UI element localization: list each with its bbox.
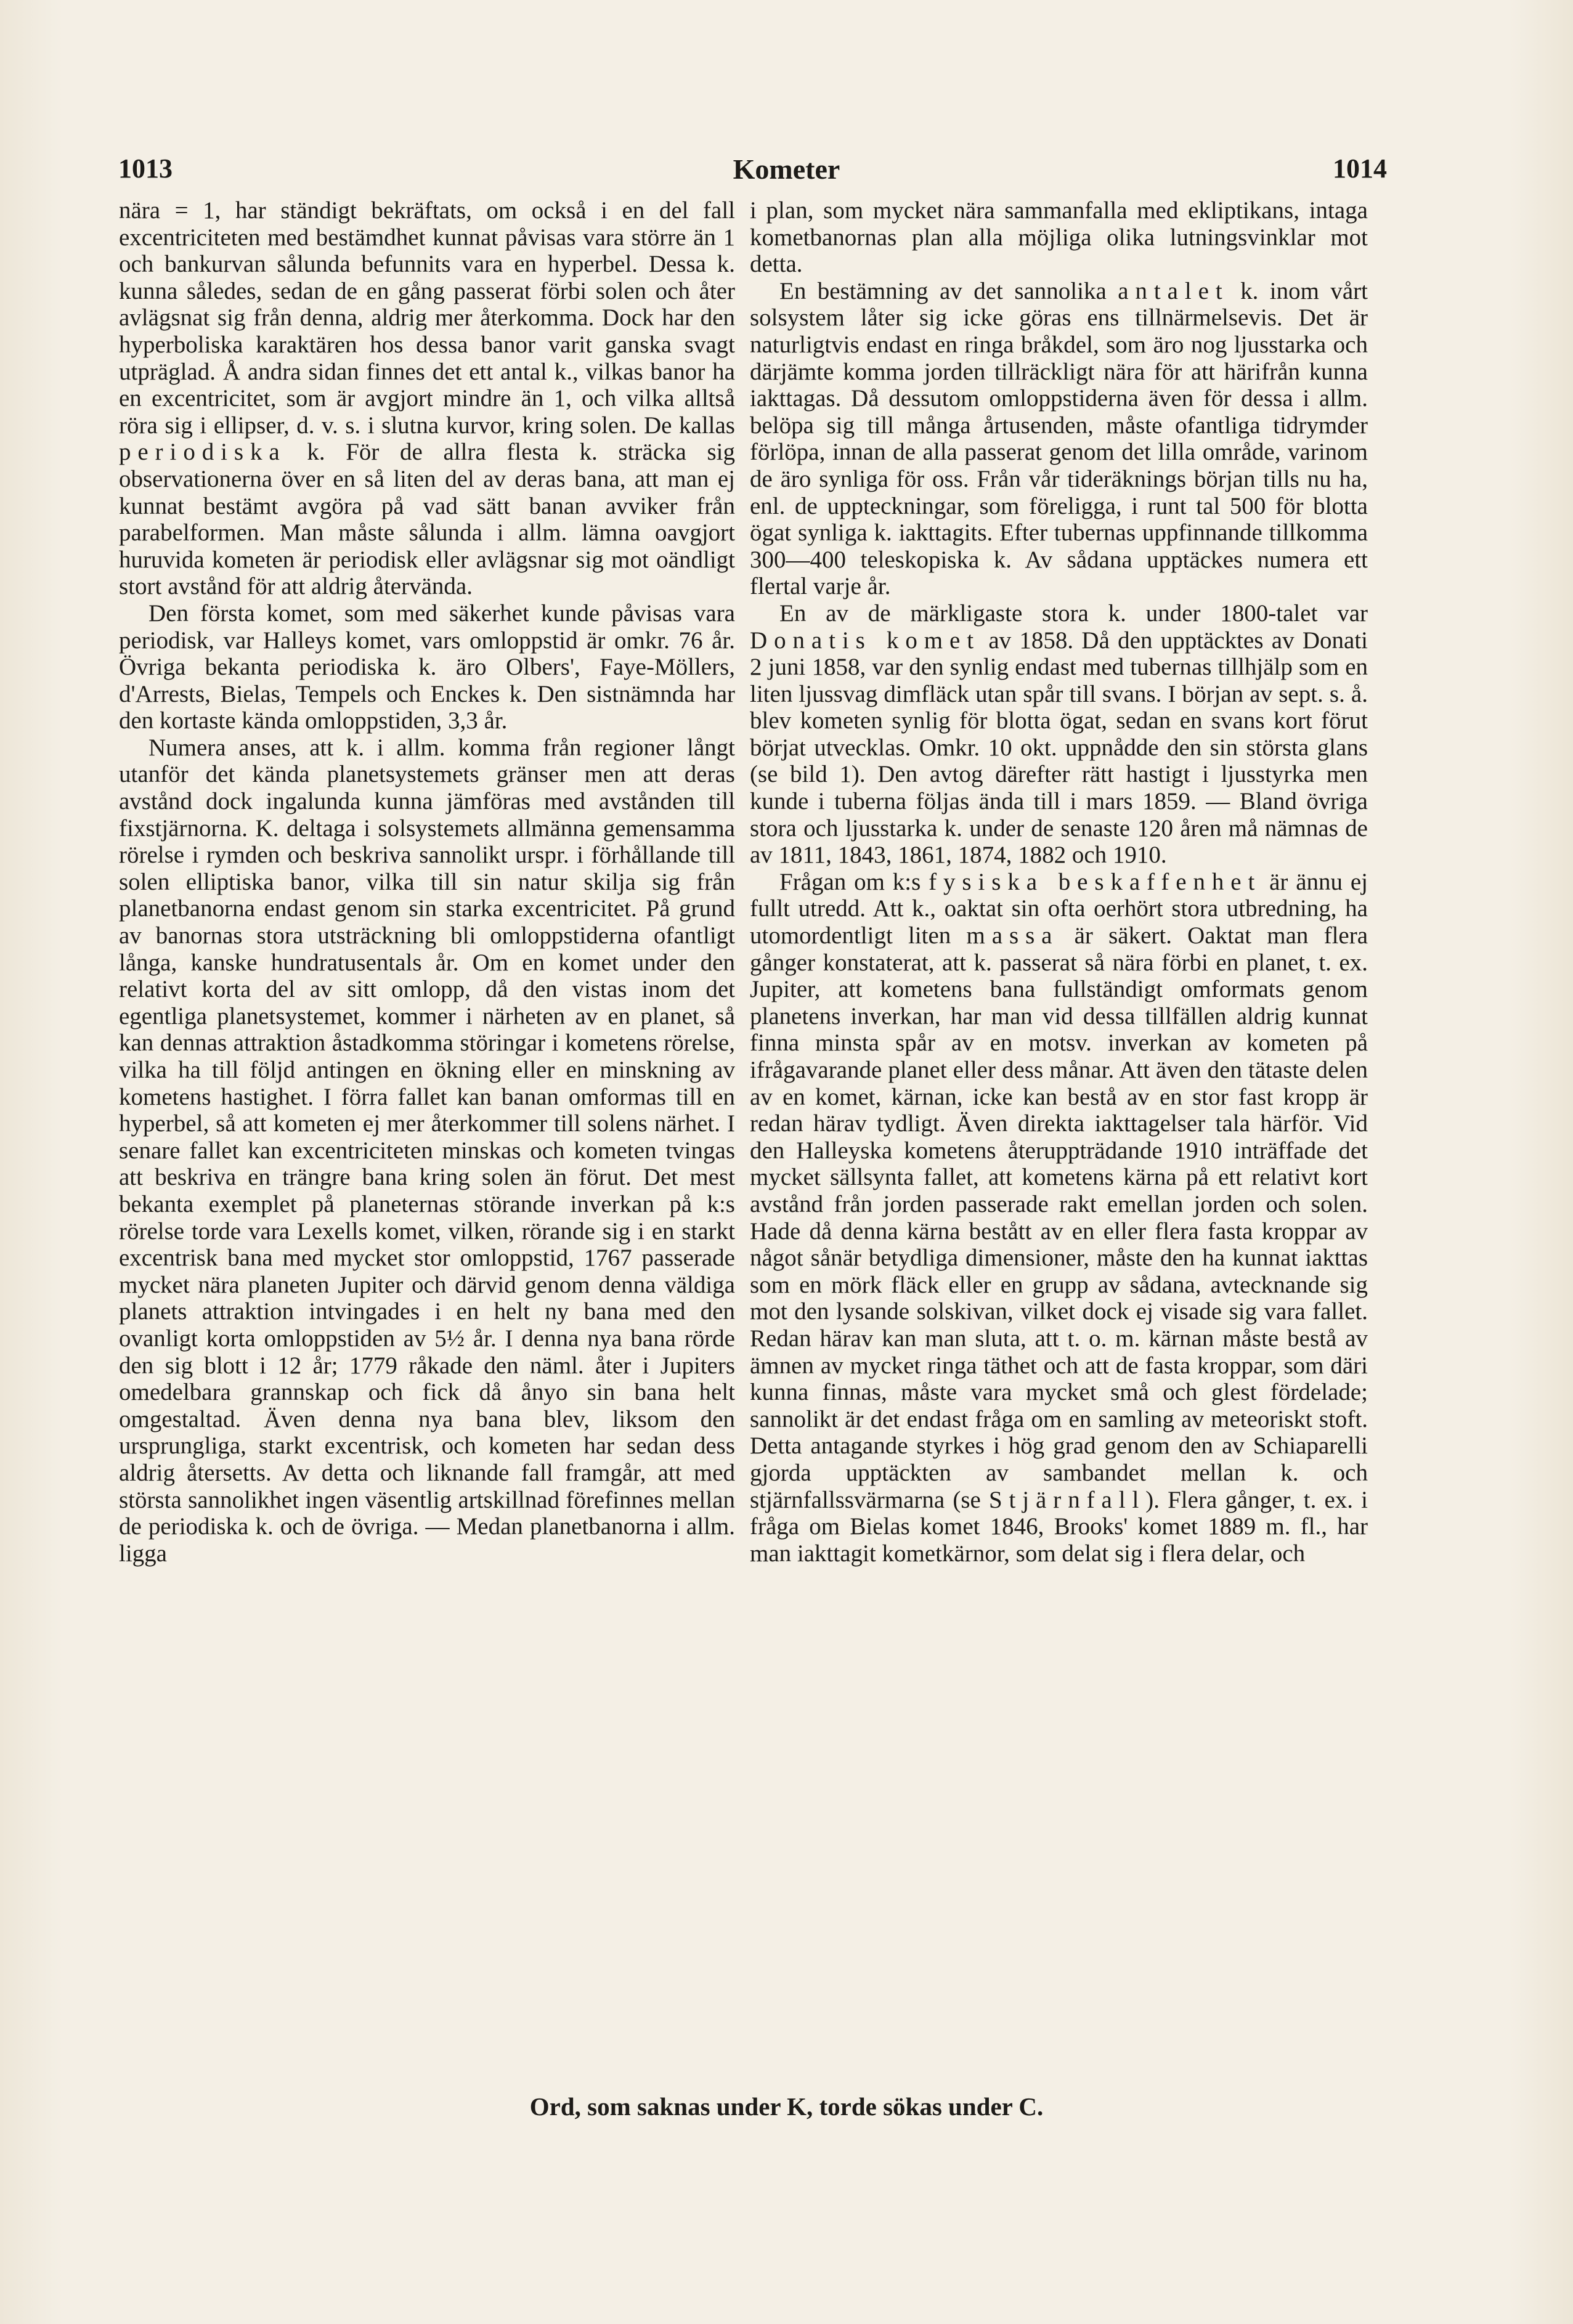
paragraph: i plan, som mycket nära sammanfalla med ekliptikans, intaga kometbanornas plan alla möjliga olika lutningsvinklar mot detta. — [750, 197, 1368, 278]
paragraph — [750, 600, 1368, 869]
spaced-term: massa — [966, 922, 1059, 949]
paragraph-text: är säkert. Oaktat man flera gånger konstaterat, att k. passerat så nära förbi en planet, t. ex. Jupiter, att kometens bana fullständigt omformats genom planetens inverkan, har man vid dessa tillfällen aldrig kunnat finna minsta spår av en motsv. inverkan av kometen på ifrågavarande planet eller dess månar. Att även den tätaste delen av en komet, kärnan, icke kan bestå av en stor fast kropp är redan härav tydligt. Även direkta iakttagelser tala härför. Vid den Halleyska kometens återuppträdande 1910 inträffade det mycket sällsynta fallet, att kometens kärna på ett relativt kort avstånd från jorden passerade rakt emellan jorden och solen. Hade då denna kärna bestått av en eller flera fasta kroppar av något sånär betydliga dimensioner, måste den ha kunnat iakttas som en mörk fläck eller en grupp av sådana, avtecknande sig mot den lysande solskivan, vilket dock ej visade sig vara fallet. Redan härav kan man sluta, att t. o. m. kärnan måste bestå av ämnen av mycket ringa täthet och att de fasta kroppar, som däri kunna finnas, måste vara mycket små och glest fördelade; sannolikt är det endast fråga om en samling av meteoriskt stoft. Detta antagande styrkes i hög grad genom den av Schiaparelli gjorda upptäckten av sambandet mellan k. och stjärnfallssvärmarna (se — [750, 922, 1368, 1513]
paragraph — [750, 869, 1368, 1567]
spaced-term: fysiska beskaffenhet — [929, 868, 1262, 895]
paragraph-text: k. inom vårt solsystem låter sig icke göras ens tillnärmelsevis. Det är naturligtvis endast en ringa bråkdel, som äro nog ljusstarka och därjämte komma jorden tillräckligt nära för att härifrån kunna iakttagas. Då dessutom omloppstiderna även för dessa i allm. belöpa sig till många årtusenden, måste ofantliga tidrymder förlöpa, innan de alla passerat genom det lilla område, varinom de äro synliga för oss. Från vår tideräknings början tills nu ha, enl. de uppteckningar, som föreligga, i runt tal 500 för blotta ögat synliga k. iakttagits. Efter tubernas uppfinnande tillkomma 300—400 teleskopiska k. Av sådana upptäckes numera ett flertal varje år. — [750, 277, 1368, 600]
paragraph — [750, 278, 1368, 600]
paragraph-text: av 1858. Då den upptäcktes av Donati 2 juni 1858, var den synlig endast med tubernas tillhjälp som en liten ljussvag dimfläck utan spår till svans. I början av sept. s. å. blev kometen synlig för blotta ögat, sedan en svans kort förut börjat utvecklas. Omkr. 10 okt. uppnådde den sin största glans (se bild 1). Den avtog därefter rätt hastigt i ljusstyrka men kunde i tuberna följas ända till i mars 1859. — Bland övriga stora och ljusstarka k. under de senaste 120 åren må nämnas de av 1811, 1843, 1861, 1874, 1882 och 1910. — [750, 627, 1368, 869]
spaced-term: Donatis komet — [750, 627, 981, 654]
paragraph-text: En bestämning av det sannolika — [779, 277, 1107, 304]
spaced-term: periodiska — [119, 439, 287, 466]
left-column — [119, 197, 735, 1567]
paragraph: Den första komet, som med säkerhet kunde påvisas vara periodisk, var Halleys komet, vars omloppstid är omkr. 76 år. Övriga bekanta periodiska k. äro Olbers', Faye-Möllers, d'Arrests, Bielas, Tempels och Enckes k. Den sistnämnda har den kortaste kända omloppstiden, 3,3 år. — [119, 599, 735, 734]
spaced-term: Stjärnfall — [988, 1486, 1146, 1513]
page-number-left: 1013 — [118, 153, 173, 184]
page-number-right: 1014 — [1333, 153, 1387, 184]
paragraph-text: k. För de allra flesta k. sträcka sig observationerna över en så liten del av deras bana, att man ej kunnat bestämt avgöra på vad sätt banan avviker från parabelformen. Man måste sålunda i allm. lämna oavgjort huruvida kometen är periodisk eller avlägsnar sig mot oändligt stort avstånd för att aldrig återvända. — [119, 439, 736, 600]
page-title: Kometer — [733, 153, 840, 185]
paragraph-text: En av de märkligaste stora k. under 1800-talet var — [779, 599, 1368, 627]
paragraph-text: är ännu ej fullt utredd. Att k., oaktat sin ofta oerhört stora utbredning, ha utomordentligt liten — [750, 868, 1368, 949]
paragraph-text: Frågan om k:s — [779, 868, 921, 895]
spaced-term: antalet — [1118, 277, 1229, 304]
right-column — [750, 197, 1368, 1567]
paragraph — [119, 197, 735, 600]
paragraph: Numera anses, att k. i allm. komma från regioner långt utanför det kända planetsystemets gränser men att deras avstånd dock ingalunda kunna jämföras med avstånden till fixstjärnorna. K. deltaga i solsystemets allmänna gemensamma rörelse i rymden och beskriva sannolikt urspr. i förhållande till solen elliptiska banor, vilka till sin natur skilja sig från planetbanorna endast genom sin starka excentricitet. På grund av banornas stora utsträckning bli omloppstiderna ofantligt långa, kanske hundratusentals år. Om en komet under den relativt korta del av sitt omlopp, då den vistas inom det egentliga planetsystemet, kommer i närheten av en planet, så kan dennas attraktion åstadkomma störingar i kometens rörelse, vilka ha till följd antingen en ökning eller en minskning av kometens hastighet. I förra fallet kan banan omformas till en hyperbel, så att kometen ej mer återkommer till solens närhet. I senare fallet kan excentriciteten minskas och kometen tvingas att beskriva en trängre bana kring solen än förut. Det mest bekanta exemplet på planeternas störande inverkan på k:s rörelse torde vara Lexells komet, vilken, rörande sig i en starkt excentrisk bana med mycket stor omloppstid, 1767 passerade mycket nära planeten Jupiter och därvid genom denna väldiga planets attraktion intvingades i en helt ny bana med den ovanligt korta omloppstiden av 5½ år. I denna nya bana rörde den sig blott i 12 år; 1779 råkade den näml. åter i Jupiters omedelbara grannskap och fick då ånyo sin bana helt omgestaltad. Även denna nya bana blev, liksom den ursprungliga, starkt excentrisk, och kometen har sedan dess aldrig återsetts. Av detta och liknande fall framgår, att med största sannolikhet ingen väsentlig artskillnad förefinnes mellan de periodiska k. och de övriga. — Medan planetbanorna i allm. ligga — [119, 734, 735, 1567]
paragraph-text: nära = 1, har ständigt bekräftats, om också i en del fall excentriciteten med bestämdhet kunnat påvisas vara större än 1 och bankurvan sålunda befunnits vara en hyperbel. Dessa k. kunna således, sedan de en gång passerat förbi solen och åter avlägsnat sig från denna, aldrig mer återkomma. Dock har den hyperboliska karaktären hos dessa banor varit ganska svagt utpräglad. Å andra sidan finnes det ett antal k., vilkas banor ha en excentricitet, som är avgjort mindre än 1, och vilka alltså röra sig i ellipser, d. v. s. i slutna kurvor, kring solen. De kallas — [119, 197, 735, 439]
footer-note: Ord, som saknas under K, torde sökas under C. — [529, 2092, 1044, 2121]
paragraph-text: ). Flera gånger, t. ex. i fråga om Bielas komet 1846, Brooks' komet 1889 m. fl., har man iakttagit kometkärnor, som delat sig i flera delar, och — [750, 1486, 1368, 1567]
